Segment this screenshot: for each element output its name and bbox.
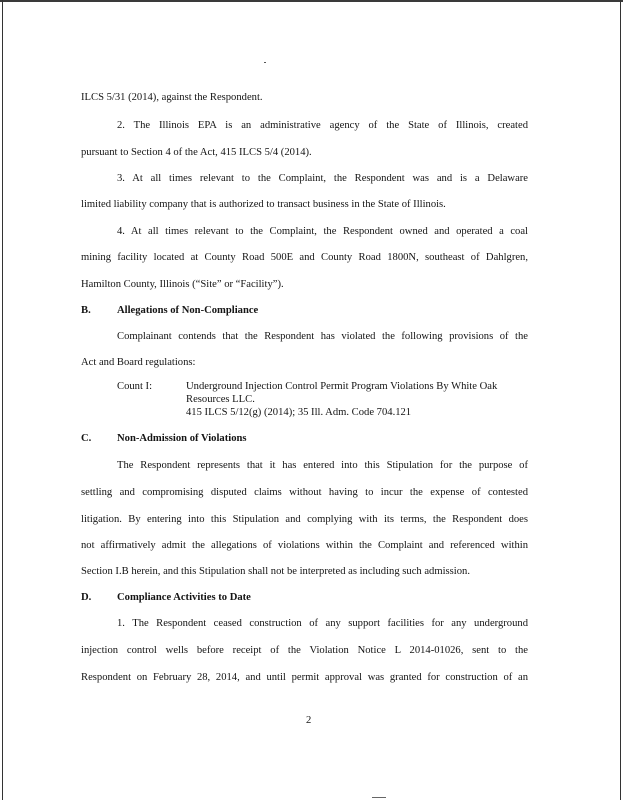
section-c-letter: C. (81, 433, 92, 444)
count-citation: 415 ILCS 5/12(g) (2014); 35 Ill. Adm. Code 704.121 (186, 407, 412, 418)
para-3-line-2: limited liability company that is authorized to transact business in the State of Illinois. (81, 199, 446, 210)
section-c-line-3: litigation. By entering into this Stipulation and complying with its terms, the Respondent does (81, 514, 528, 525)
section-b-line-1: Complainant contends that the Respondent has violated the following provisions of the (117, 331, 528, 342)
scan-left-edge (2, 0, 3, 800)
count-label: Count I: (117, 381, 153, 392)
para-2-line-2: pursuant to Section 4 of the Act, 415 ILCS 5/4 (2014). (81, 147, 312, 158)
para-4-line-3: Hamilton County, Illinois (“Site” or “Facility”). (81, 279, 284, 290)
section-c-line-1: The Respondent represents that it has entered into this Stipulation for the purpose of (117, 460, 528, 471)
section-b-line-2: Act and Board regulations: (81, 357, 196, 368)
scan-right-edge (620, 0, 621, 800)
count-line-2: Resources LLC. (186, 394, 255, 405)
scan-bottom-mark (372, 797, 386, 798)
scan-speck (264, 62, 266, 63)
scan-top-edge (0, 0, 623, 2)
section-d-letter: D. (81, 592, 92, 603)
section-d-line-2: injection control wells before receipt of the Violation Notice L 2014-01026, sent to the (81, 645, 528, 656)
page-number: 2 (306, 715, 312, 726)
section-d-heading: Compliance Activities to Date (117, 592, 251, 603)
count-line-1: Underground Injection Control Permit Program Violations By White Oak (186, 381, 498, 392)
section-c-line-4: not affirmatively admit the allegations of violations within the Complaint and referenced within (81, 540, 528, 551)
para-4-line-2: mining facility located at County Road 500E and County Road 1800N, southeast of Dahlgren, (81, 252, 528, 263)
section-b-heading: Allegations of Non-Compliance (117, 305, 259, 316)
section-d-line-1: 1. The Respondent ceased construction of any support facilities for any underground (117, 618, 528, 629)
section-d-line-3: Respondent on February 28, 2014, and until permit approval was granted for construction of an (81, 672, 528, 683)
para-4-line-1: 4. At all times relevant to the Complaint, the Respondent owned and operated a coal (117, 226, 528, 237)
continuation-line: ILCS 5/31 (2014), against the Respondent. (81, 92, 263, 103)
section-c-line-5: Section I.B herein, and this Stipulation shall not be interpreted as including such admission. (81, 566, 470, 577)
section-c-heading: Non-Admission of Violations (117, 433, 247, 444)
para-2-line-1: 2. The Illinois EPA is an administrative agency of the State of Illinois, created (117, 120, 528, 131)
para-3-line-1: 3. At all times relevant to the Complaint, the Respondent was and is a Delaware (117, 173, 528, 184)
section-b-letter: B. (81, 305, 91, 316)
section-c-line-2: settling and compromising disputed claims without having to incur the expense of contested (81, 487, 528, 498)
